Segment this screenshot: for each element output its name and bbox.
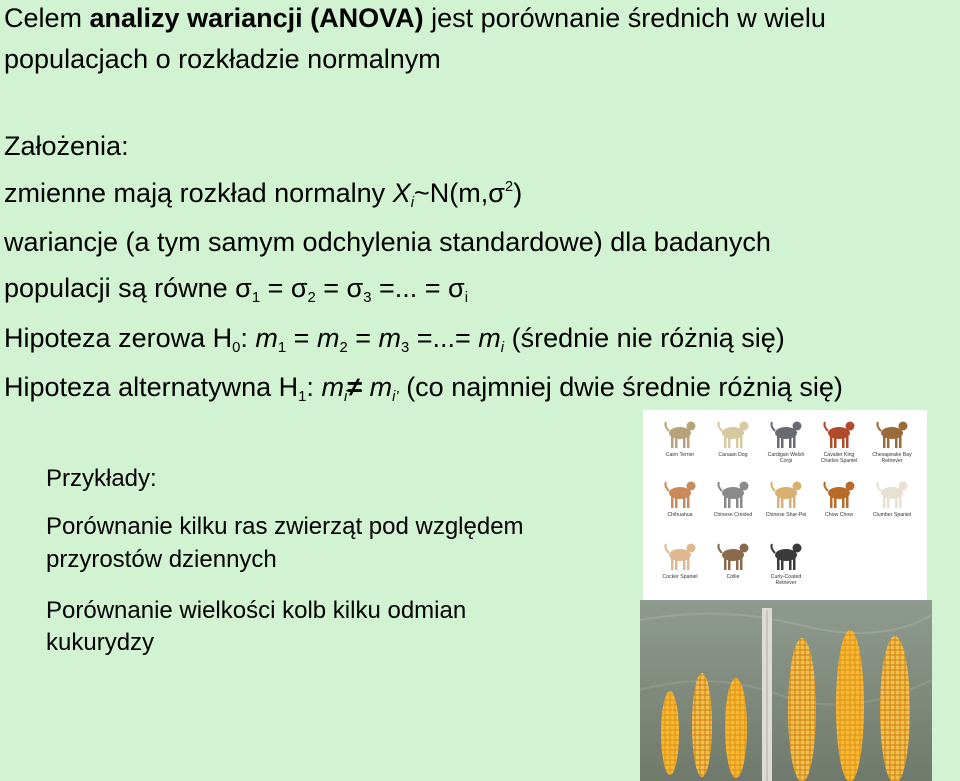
dog-breed-item: [655, 538, 705, 580]
dog-breed-item: [708, 416, 758, 458]
dog-icon: [872, 476, 912, 512]
dog-breed-label: Curly-Coated Retriever: [770, 574, 802, 586]
example-1-line-1: Porównanie kilku ras zwierząt pod względem: [46, 513, 524, 540]
dog-breed-label: Clumber Spaniel: [872, 512, 912, 518]
dog-breed-label: Chihuahua: [667, 512, 693, 518]
dog-breeds-image: [643, 410, 927, 600]
dog-breed-item: [708, 538, 758, 580]
dog-breed-label: Cocker Spaniel: [662, 574, 698, 580]
dog-icon: [660, 538, 700, 574]
hypothesis-alternative: Hipoteza alternatywna $H_1$: $m_i\ne m_{i’}$ (co najmniej dwie średnie różnią się): [4, 372, 843, 406]
assumption-variance-line-2: populacji są równe $\sigma_1 = \sigma_2 = \sigma_3$ =... = $\sigma_i$: [4, 273, 469, 307]
assumption-normal: zmienne mają rozkład normalny $X_i\sim N(m,\sigma^2)$: [4, 178, 523, 212]
intro-line-1: Celem analizy wariancji (ANOVA) jest porównanie średnich w wielu: [4, 3, 826, 33]
dog-breed-item: [867, 476, 917, 518]
dog-breed-label: Cavalier King Charles Spaniel: [820, 452, 858, 464]
dog-icon: [766, 476, 806, 512]
dog-breed-item: [708, 476, 758, 518]
dog-breed-label: Chinese Shar-Pei: [765, 512, 807, 518]
dog-icon: [713, 476, 753, 512]
dog-icon: [713, 416, 753, 452]
dog-breed-item: [761, 476, 811, 518]
example-1-line-2: przyrostów dziennych: [46, 546, 277, 573]
assumption-variance-line-1: wariancje (a tym samym odchylenia standardowe) dla badanych: [4, 227, 771, 257]
dog-icon: [819, 476, 859, 512]
dog-breed-label: Chesapeake Bay Retriever: [872, 452, 912, 464]
dog-breed-item: [761, 416, 811, 464]
dog-breed-label: Canaan Dog: [718, 452, 748, 458]
corn-cobs-image: [640, 600, 932, 781]
dog-breed-item: [814, 476, 864, 518]
examples-heading: Przykłady:: [46, 465, 157, 492]
dog-breed-label: Chow Chow: [825, 512, 853, 518]
dog-breed-label: Cardigan Welsh Corgi: [767, 452, 805, 464]
assumptions-heading: Założenia:: [4, 131, 129, 161]
dog-breed-item: [655, 416, 705, 458]
dog-breed-label: Chinese Crested: [713, 512, 753, 518]
dog-icon: [819, 416, 859, 452]
dog-breed-item: [655, 476, 705, 518]
dog-icon: [660, 416, 700, 452]
dog-icon: [713, 538, 753, 574]
dog-breed-item: [761, 538, 811, 586]
hypothesis-null: Hipoteza zerowa $H_0$: $m_1 = m_2 = m_3$ =...= $m_i$ (średnie nie różnią się): [4, 323, 785, 357]
intro-bold-term: analizy wariancji (ANOVA): [89, 3, 424, 33]
corn-photo-svg: [640, 600, 932, 781]
dog-breed-label: Collie: [726, 574, 740, 580]
dog-icon: [660, 476, 700, 512]
example-2-line-1: Porównanie wielkości kolb kilku odmian: [46, 597, 467, 624]
dog-breed-label: Cairn Terrier: [665, 452, 695, 458]
dog-icon: [766, 538, 806, 574]
dog-icon: [766, 416, 806, 452]
dog-breed-item: [867, 416, 917, 464]
example-2-line-2: kukurydzy: [46, 629, 155, 656]
dog-breed-item: [814, 416, 864, 464]
dog-icon: [872, 416, 912, 452]
intro-line-2: populacjach o rozkładzie normalnym: [4, 44, 441, 74]
